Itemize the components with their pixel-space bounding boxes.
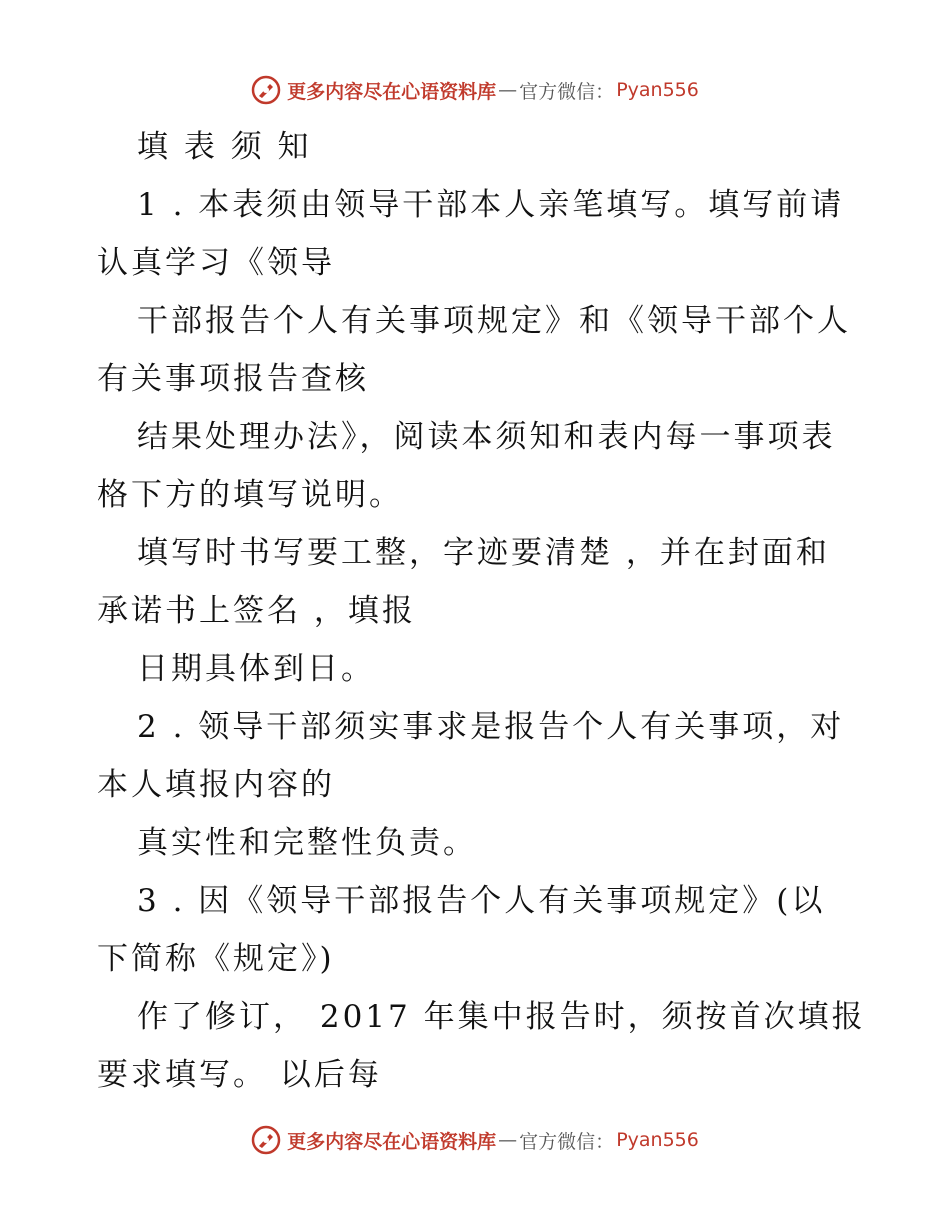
watermark-sub-text: 官方微信：: [519, 1130, 615, 1153]
section-heading: 填 表 须 知: [137, 129, 312, 165]
pen-circle-logo-icon: [251, 1125, 281, 1155]
watermark-dash: —: [498, 1129, 518, 1151]
paragraph-line: 承诺书上签名 ，填报: [97, 593, 416, 629]
watermark-sub-text: 官方微信：: [519, 80, 615, 103]
paragraph-line: 真实性和完整性负责。: [137, 825, 477, 861]
paragraph-line: 1 . 本表须由领导干部本人亲笔填写。填写前请: [137, 187, 845, 223]
paragraph-line: 下简称《规定》): [97, 941, 335, 977]
paragraph-line: 本人填报内容的: [97, 767, 335, 803]
watermark-wechat-id: Pyan556: [616, 1129, 699, 1151]
paragraph-line: 3 . 因《领导干部报告个人有关事项规定》(以: [137, 883, 826, 919]
paragraph-line: 填写时书写要工整，字迹要清楚 ，并在封面和: [137, 535, 830, 571]
watermark-wechat-id: Pyan556: [616, 79, 699, 101]
watermark-dash: —: [498, 79, 518, 101]
paragraph-line: 格下方的填写说明。: [97, 477, 403, 513]
paragraph-line: 有关事项报告查核: [97, 361, 369, 397]
paragraph-line: 认真学习《领导: [97, 245, 335, 281]
paragraph-line: 要求填写。 以后每: [97, 1057, 382, 1093]
pen-circle-logo-icon: [251, 75, 281, 105]
watermark-main-text: 更多内容尽在心语资料库: [287, 1130, 497, 1153]
watermark-main-text: 更多内容尽在心语资料库: [287, 80, 497, 103]
paragraph-line: 作了修订， 2017 年集中报告时，须按首次填报: [137, 999, 866, 1035]
footer-watermark: [0, 1120, 950, 1160]
document-body: [97, 118, 887, 1104]
paragraph-line: 2 . 领导干部须实事求是报告个人有关事项，对: [137, 709, 845, 745]
header-watermark: [0, 70, 950, 110]
paragraph-line: 日期具体到日。: [137, 651, 375, 687]
paragraph-line: 结果处理办法》，阅读本须知和表内每一事项表: [137, 419, 836, 455]
paragraph-line: 干部报告个人有关事项规定》和《领导干部个人: [137, 303, 851, 339]
